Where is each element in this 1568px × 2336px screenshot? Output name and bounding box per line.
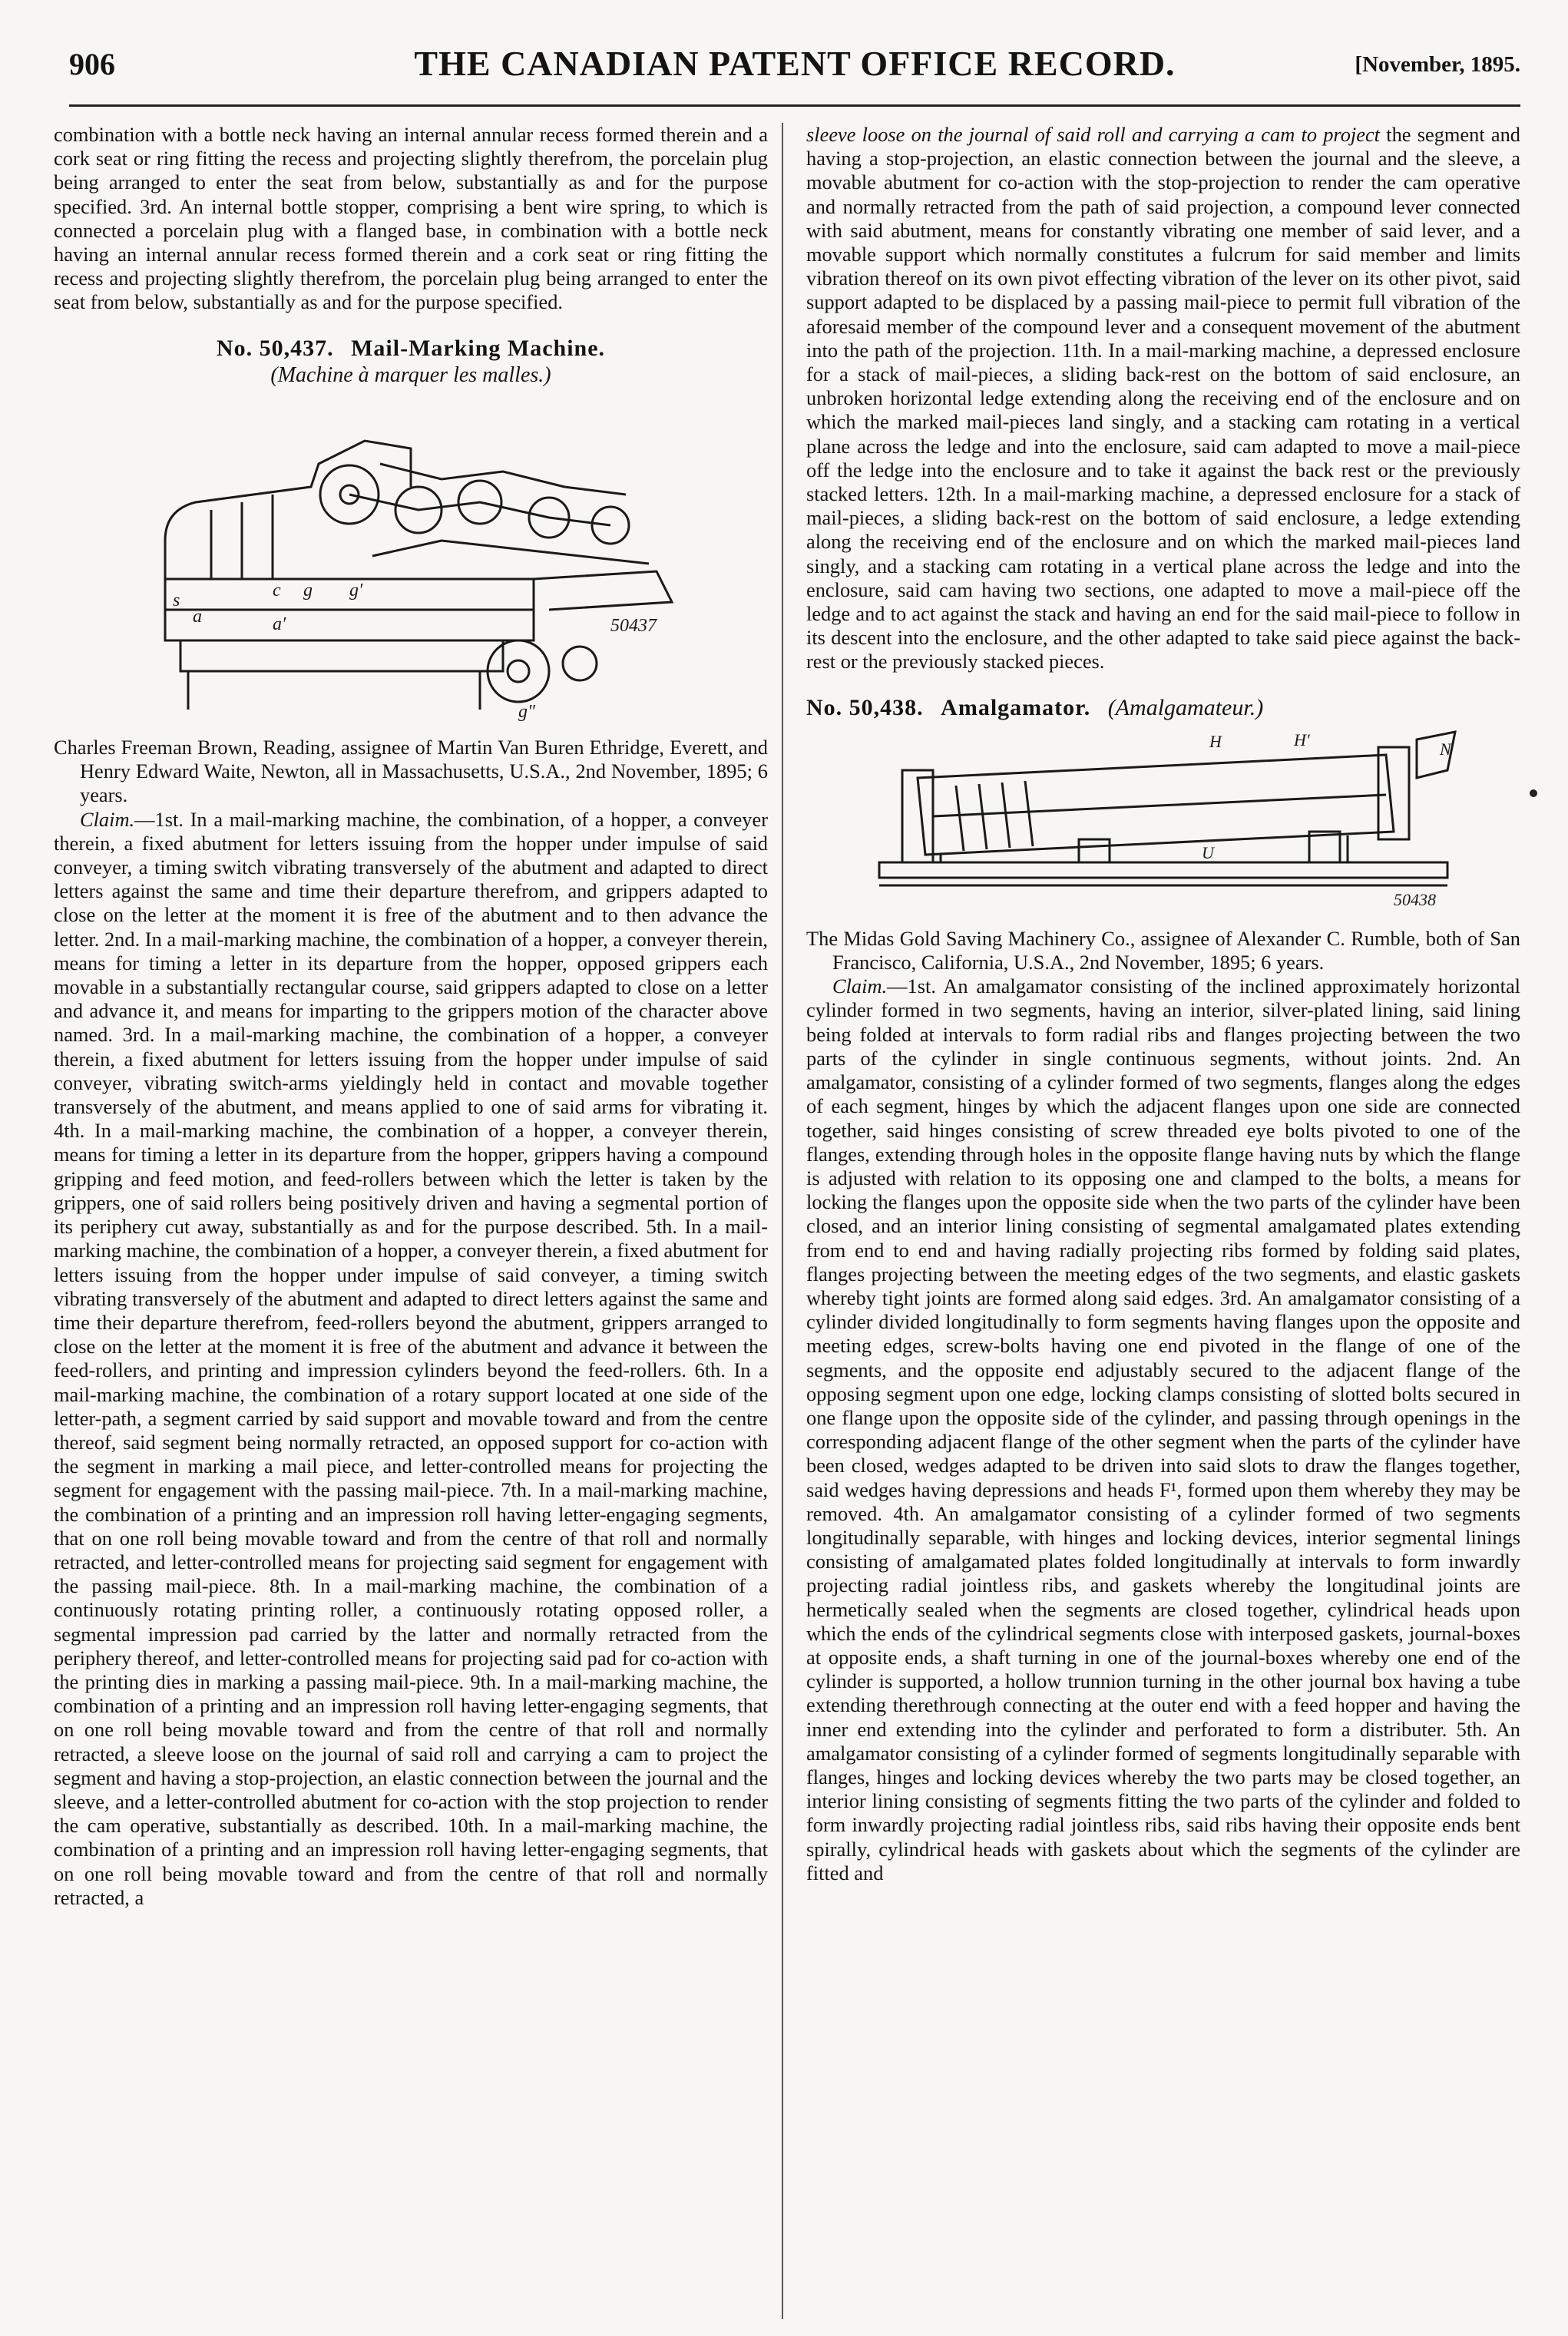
fig-label-u: U (1202, 842, 1214, 862)
fig-label-h: H (1209, 731, 1222, 751)
patent-number: No. 50,437. (216, 335, 334, 361)
column-divider (782, 123, 783, 2319)
fig-label-c: c (273, 581, 281, 601)
right-column (806, 123, 1520, 2319)
claim-text: —1st. In a mail-marking machine, the combination, of a hopper, a conveyer therein, a fixed abutment for letters issuing from the hopper under impulse of said conveyer, a timing switch vibrating transversely of the abutment and adapted to direct letters against the same and time their departure therefrom, and grippers adapted to close on the letter at the moment it is free of the abutment and to then advance the letter. 2nd. In a mail-marking machine, the combination of a hopper, a conveyer therein, means for timing a letter in its departure from the hopper, opposed grippers each movable in a substantially rectangular course, said grippers adapted to close on a letter and advance it, and means for imparting to the grippers motion of the character above named. 3rd. In a mail-marking machine, the combination of a hopper, a conveyer therein, a fixed abutment for letters issuing from the hopper under impulse of said conveyer, vibrating switch-arms yieldingly held in contact and movable together transversely of the abutment, and means applied to one of said arms for vibrating it. 4th. In a mail-marking machine, the combination of a hopper, a conveyer therein, means for timing a letter in its departure from the hopper, grippers having a compound gripping and feed motion, and feed-rollers between which the letter is taken by the grippers, one of said rollers being positively driven and having a segmental portion of its periphery cut away, substantially as and for the purpose described. 5th. In a mail-marking machine, the combination of a hopper, a conveyer therein, a fixed abutment for letters issuing from the hopper under impulse of said conveyer, a timing switch vibrating transversely of the abutment and adapted to direct letters against the same and time their departure therefrom, feed-rollers beyond the abutment, grippers arranged to close on the letter at the moment it is free of the abutment and advance it between the feed-rollers, and printing and impression cylinders beyond the feed-rollers. 6th. In a mail-marking machine, the combination of a rotary support located at one side of the letter-path, a segment carried by said support and movable toward and from the centre thereof, said segment being normally retracted, an opposed support for co-action with the segment in marking a mail piece, and letter-controlled means for projecting the segment for engagement with the passing mail-piece. 7th. In a mail-marking machine, the combination of a printing and an impression roll having letter-engaging segments, that on one roll being movable toward and from the centre of that roll and normally retracted, and letter-controlled means for projecting said segment for engagement with the passing mail-piece. 8th. In a mail-marking machine, the combination of a continuously rotating printing roller, a continuously rotating opposed roller, a segmental impression pad carried by the latter and normally retracted from the periphery thereof, and letter-controlled means for projecting said pad for co-action with the printing dies in marking a passing mail-piece. 9th. In a mail-marking machine, the combination of a printing and an impression roll having letter-engaging segments, that on one roll being movable toward and from the centre of that roll and normally retracted, a sleeve loose on the journal of said roll and carrying a cam to project the segment and having a stop-projection, an elastic connection between the journal and the sleeve, and a letter-controlled abutment for co-action with the stop projection to render the cam operative, substantially as described. 10th. In a mail-marking machine, the combination of a printing and an impression roll having letter-engaging segments, that on one roll being movable toward and from the centre of that roll and normally retracted, a (54, 807, 768, 1909)
fig-label-g-prime: g′ (349, 581, 363, 601)
fig-label-n: N (1440, 739, 1451, 759)
page-number: 906 (69, 47, 115, 81)
fig-number: 50438 (1394, 889, 1436, 909)
patent-subtitle: (Machine à marquer les malles.) (270, 362, 551, 387)
patent-heading-50438 (806, 696, 1520, 720)
fig-label-a: a (193, 607, 202, 627)
patent-assignment: The Midas Gold Saving Machinery Co., assignee of Alexander C. Rumble, both of San Francisco, California, U.S.A., 2nd November, 1895; 6 years. (806, 926, 1520, 974)
fig-label-a-prime: a′ (273, 614, 286, 635)
fig-number: 50437 (610, 616, 657, 637)
amalgamator-figure (849, 724, 1478, 916)
claim-label: Claim. (80, 807, 135, 831)
page-header (69, 40, 1520, 107)
fig-label-h-prime: H′ (1294, 730, 1310, 749)
claim-label: Claim. (832, 974, 888, 998)
mail-marking-machine-figure (119, 395, 703, 725)
fig-label-s: s (173, 591, 180, 611)
continued-claim-text: combination with a bottle neck having an internal annular recess formed therein and a cork seat or ring fitting the recess and projecting slightly therefrom, the porcelain plug being arranged to enter the seat from below, substantially as and for the purpose specified. 3rd. An internal bottle stopper, comprising a bent wire spring, to which is connected a porcelain plug with a flanged base, in combination with a bottle neck having an internal annular recess formed therein and a cork seat or ring fitting the recess and projecting slightly therefrom, the porcelain plug being arranged to enter the seat from below, substantially as and for the purpose specified. (54, 123, 768, 314)
patent-assignment: Charles Freeman Brown, Reading, assignee of Martin Van Buren Ethridge, Everett, and Henry Edward Waite, Newton, all in Massachusetts, U.S.A., 2nd November, 1895; 6 years. (54, 736, 768, 807)
fig-label-g-double: g″ (518, 702, 535, 723)
patent-subtitle: (Amalgamateur.) (1107, 694, 1264, 720)
patent-number: No. 50,438. (806, 694, 924, 720)
patent-title: Amalgamator. (941, 694, 1091, 720)
patent-title: Mail-Marking Machine. (351, 335, 606, 361)
fig-label-g: g (303, 581, 313, 601)
left-column (54, 123, 768, 2319)
margin-bullet-mark (1530, 789, 1537, 797)
continued-text: the segment and having a stop-projection, an elastic connection between the journal and the sleeve, a movable abutment for co-action with the stop-projection to render the cam operative and normally retracted from the path of said projection, a compound lever connected with said abutment, means for constantly vibrating one member of said lever, and a movable support which normally constitutes a fulcrum for said member and limits vibration thereof on its own pivot effecting vibration of the lever on its other pivot, said support adapted to be displaced by a passing mail-piece to permit full vibration of the aforesaid member of the compound lever and a consequent movement of the abutment into the path of the projection. 11th. In a mail-marking machine, a depressed enclosure for a stack of mail-pieces, a sliding back-rest on the bottom of said enclosure, an unbroken horizontal ledge extending along the receiving end of the enclosure and on which the marked mail-pieces land singly, and a stacking cam rotating in a vertical plane across the ledge and into the enclosure, said cam adapted to move a mail-piece off the ledge into the enclosure and to take it against the back rest or the previously stacked letters. 12th. In a mail-marking machine, a depressed enclosure for a stack of mail-pieces, a sliding back-rest on the bottom of said enclosure, a ledge extending along the receiving end of the enclosure and on which the marked mail-pieces land singly, and a stacking cam rotating in a vertical plane across the ledge and into the enclosure, said cam having two sections, one adapted to move a mail-piece off the ledge and to act against the stack and having an end for the said mail-piece to follow in its descent into the enclosure, and the other adapted to take said piece against the back-rest or the previously stacked pieces. (806, 123, 1520, 673)
issue-date: [November, 1895. (1355, 52, 1520, 77)
claim-text: —1st. An amalgamator consisting of the inclined approximately horizontal cylinder formed in two segments, having an interior, silver-plated lining, said lining being folded at intervals to form radial ribs and flanges projecting between the two parts of the cylinder in single continuous segments, without joints. 2nd. An amalgamator, consisting of a cylinder formed of two segments, flanges along the edges of each segment, hinges by which the adjacent flanges upon one side are connected together, said hinges consisting of screw threaded eye bolts pivoted to one of the flanges, extending through holes in the opposite flange having nuts by which the flange is adjusted with relation to its opposing one and clamped to the bolts, a means for locking the flanges upon the opposite side when the two parts of the cylinder have been closed, and an interior lining consisting of segmental amalgamated plates extending from end to end and having radially projecting ribs formed by folding said plates, flanges projecting between the meeting edges of the two segments, and elastic gaskets whereby tight joints are formed along said edges. 3rd. An amalgamator consisting of a cylinder divided longitudinally to form segments having flanges upon the opposite and meeting edges, screw-bolts having one end pivoted in the flange of one of the segments, and the opposite end adjustably secured to the adjacent flange of the opposing segment upon one edge, locking clamps consisting of slotted bolts secured in one flange upon the opposite side of the cylinder, and passing through openings in the corresponding adjacent flange of the other segment when the parts of the cylinder have been closed, wedges adapted to be driven into said slots to draw the flanges together, said wedges having depressions and heads F¹, formed upon them whereby they may be removed. 4th. An amalgamator consisting of a cylinder formed of two segments longitudinally separable, with hinges and locking devices, interior segmental linings consisting of amalgamated plates folded longitudinally at intervals to form inwardly projecting radial jointless ribs, and gaskets whereby the longitudinal joints are hermetically sealed when the segments are closed together, cylindrical heads upon which the ends of the cylindrical segments close with interposed gaskets, journal-boxes at opposite ends, a shaft turning in one of the journal-boxes whereby one end of the cylinder is supported, a hollow trunnion turning in the other journal box having a tube extending therethrough connecting at the outer end with a feed hopper and having the inner end extending into the cylinder and perforated to form a distributer. 5th. An amalgamator consisting of a cylinder formed of segments longitudinally separable with flanges, hinges and locking devices whereby the two parts may be closed together, an interior lining consisting of segments fitting the two parts of the cylinder and folded to form inwardly projecting radial jointless ribs, said ribs having their opposite ends bent spirally, cylindrical heads with gaskets about which the segments of the cylinder are fitted and (806, 974, 1520, 1884)
continued-claim-text-right (806, 123, 1520, 674)
continued-italic-text: sleeve loose on the journal of said roll and carrying a cam to project (806, 123, 1381, 146)
journal-title: THE CANADIAN PATENT OFFICE RECORD. (414, 44, 1176, 83)
claims (806, 974, 1520, 1885)
claims (54, 808, 768, 1910)
patent-heading-50437 (54, 336, 768, 360)
